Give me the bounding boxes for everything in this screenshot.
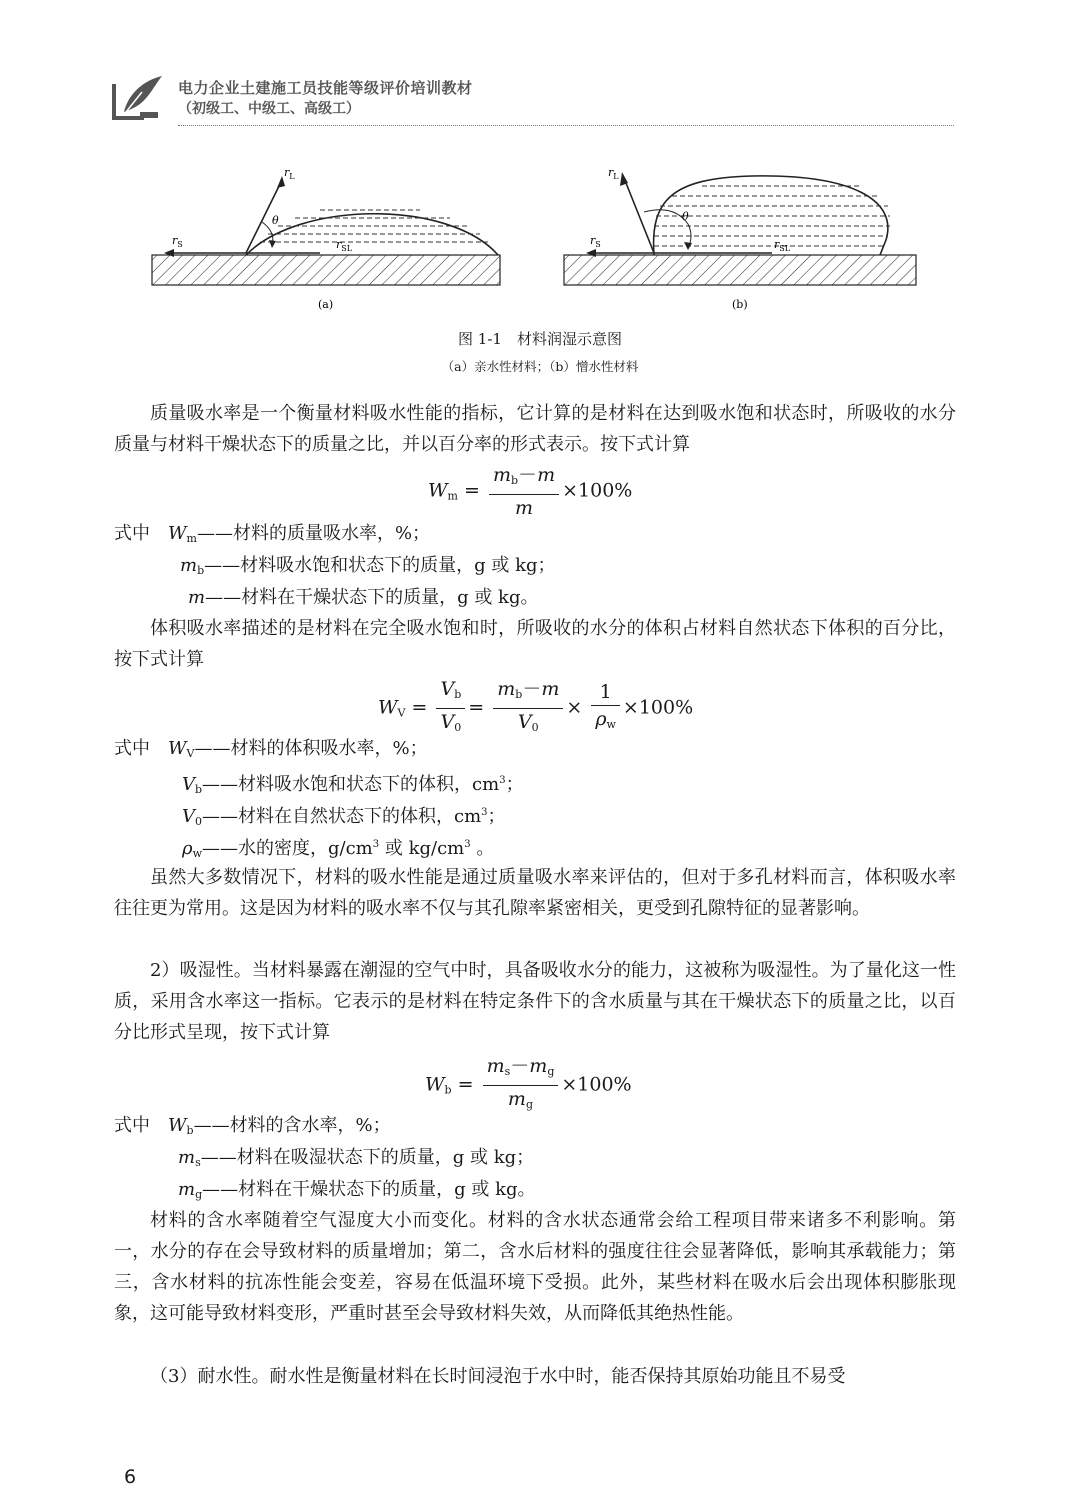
page-number: 6 xyxy=(124,1466,137,1488)
figure-a-hydrophilic xyxy=(150,160,502,320)
where-def-6: $V_0——$材料在自然状态下的体积，$cm^3$； xyxy=(182,806,506,828)
label-rSL: $r_{SL}$ xyxy=(336,238,353,253)
paragraph-moisture-effects: 材料的含水率随着空气湿度大小而变化。材料的含水状态通常会给工程项目带来诸多不利影响。第一，水分的存在会导致材料的质量增加；第二，含水后材料的强度往往会显著降低，影响其承载能力；第三，含水材料的抗冻性能会变差，容易在低温环境下受损。此外，某些材料在吸水后会出现体积膨胀现象，这可能导致材料变形，严重时甚至会导致材料失效，从而降低其绝热性能。 xyxy=(114,1210,956,1324)
where-def-7: $\rho_w——$水的密度，$g/cm^3$ 或 $kg/cm^3$ 。 xyxy=(182,838,495,860)
figure-subcaption: （a）亲水性材料；（b）憎水性材料 xyxy=(441,359,639,374)
label-a: (a) xyxy=(318,298,334,311)
where-def-3: m——材料在干燥状态下的质量，g 或 kg。 xyxy=(188,587,539,608)
paragraph-hygroscopicity: 2）吸湿性。当材料暴露在潮湿的空气中时，具备吸收水分的能力，这被称为吸湿性。为了量化这一性质，采用含水率这一指标。它表示的是材料在特定条件下的含水质量与其在干燥状态下的质量之比，以百分比形式呈现，按下式计算 xyxy=(114,960,956,1043)
formula-volume-absorption: $W_V$ = $\frac{V_b}{V_0}$ = $\frac{m_b-m}{V_0}$ × $\frac{1}{\rho_w}$ ×100% xyxy=(378,678,694,734)
formula-moisture-content: $W_b$ = $\frac{m_s-m_g}{m_g}$ ×100% xyxy=(425,1055,632,1111)
label-rS-b: $r_S$ xyxy=(590,234,601,249)
paragraph-porous-note: 虽然大多数情况下，材料的吸水性能是通过质量吸水率来评估的，但对于多孔材料而言，体积吸水率往往更为常用。这是因为材料的吸水率不仅与其孔隙率紧密相关，更受到孔隙特征的显著影响。 xyxy=(114,867,956,919)
where-def-2: $m_b——$材料吸水饱和状态下的质量，g 或 kg； xyxy=(180,555,556,577)
label-rSL-b: $r_{SL}$ xyxy=(774,238,791,253)
formula-mass-absorption: $W_m$ = $\frac{m_b-m}{m}$ ×100% xyxy=(428,464,633,519)
figure-caption: 图 1-1 材料润湿示意图 xyxy=(458,330,622,348)
where-def-1: 式中 $W_m——$材料的质量吸水率，%； xyxy=(114,523,431,545)
label-theta: θ xyxy=(272,214,279,227)
solid-substrate xyxy=(152,255,500,285)
paragraph-water-resistance: （3）耐水性。耐水性是衡量材料在长时间浸泡于水中时，能否保持其原始功能且不易受 xyxy=(150,1366,846,1387)
paragraph-volume-absorption: 体积吸水率描述的是材料在完全吸水饱和时，所吸收的水分的体积占材料自然状态下体积的百分比，按下式计算 xyxy=(114,618,956,670)
header-divider xyxy=(178,125,954,126)
label-rL: $r_L$ xyxy=(284,166,295,181)
figure-b-hydrophobic xyxy=(562,160,922,320)
label-rS: $r_S$ xyxy=(172,234,183,249)
book-logo-icon xyxy=(110,74,166,124)
where-def-8: 式中 $W_b——$材料的含水率，%； xyxy=(114,1115,391,1137)
where-def-10: $m_g——$材料在干燥状态下的质量，g 或 kg。 xyxy=(178,1179,536,1201)
label-b: (b) xyxy=(732,298,748,311)
label-rL-b: $r_L$ xyxy=(608,166,619,181)
where-def-4: 式中 $W_V——$材料的体积吸水率，%； xyxy=(114,738,428,760)
where-def-9: $m_s——$材料在吸湿状态下的质量，g 或 kg； xyxy=(178,1147,535,1169)
paragraph-mass-absorption: 质量吸水率是一个衡量材料吸水性能的指标，它计算的是材料在达到吸水饱和状态时，所吸收的水分质量与材料干燥状态下的质量之比，并以百分率的形式表示。按下式计算 xyxy=(114,403,956,455)
book-title: 电力企业土建施工员技能等级评价培训教材 xyxy=(178,79,473,97)
where-def-5: $V_b——$材料吸水饱和状态下的体积，$cm^3$； xyxy=(182,774,524,796)
label-theta-b: θ xyxy=(682,210,689,223)
book-subtitle: （初级工、中级工、高级工） xyxy=(178,101,360,117)
